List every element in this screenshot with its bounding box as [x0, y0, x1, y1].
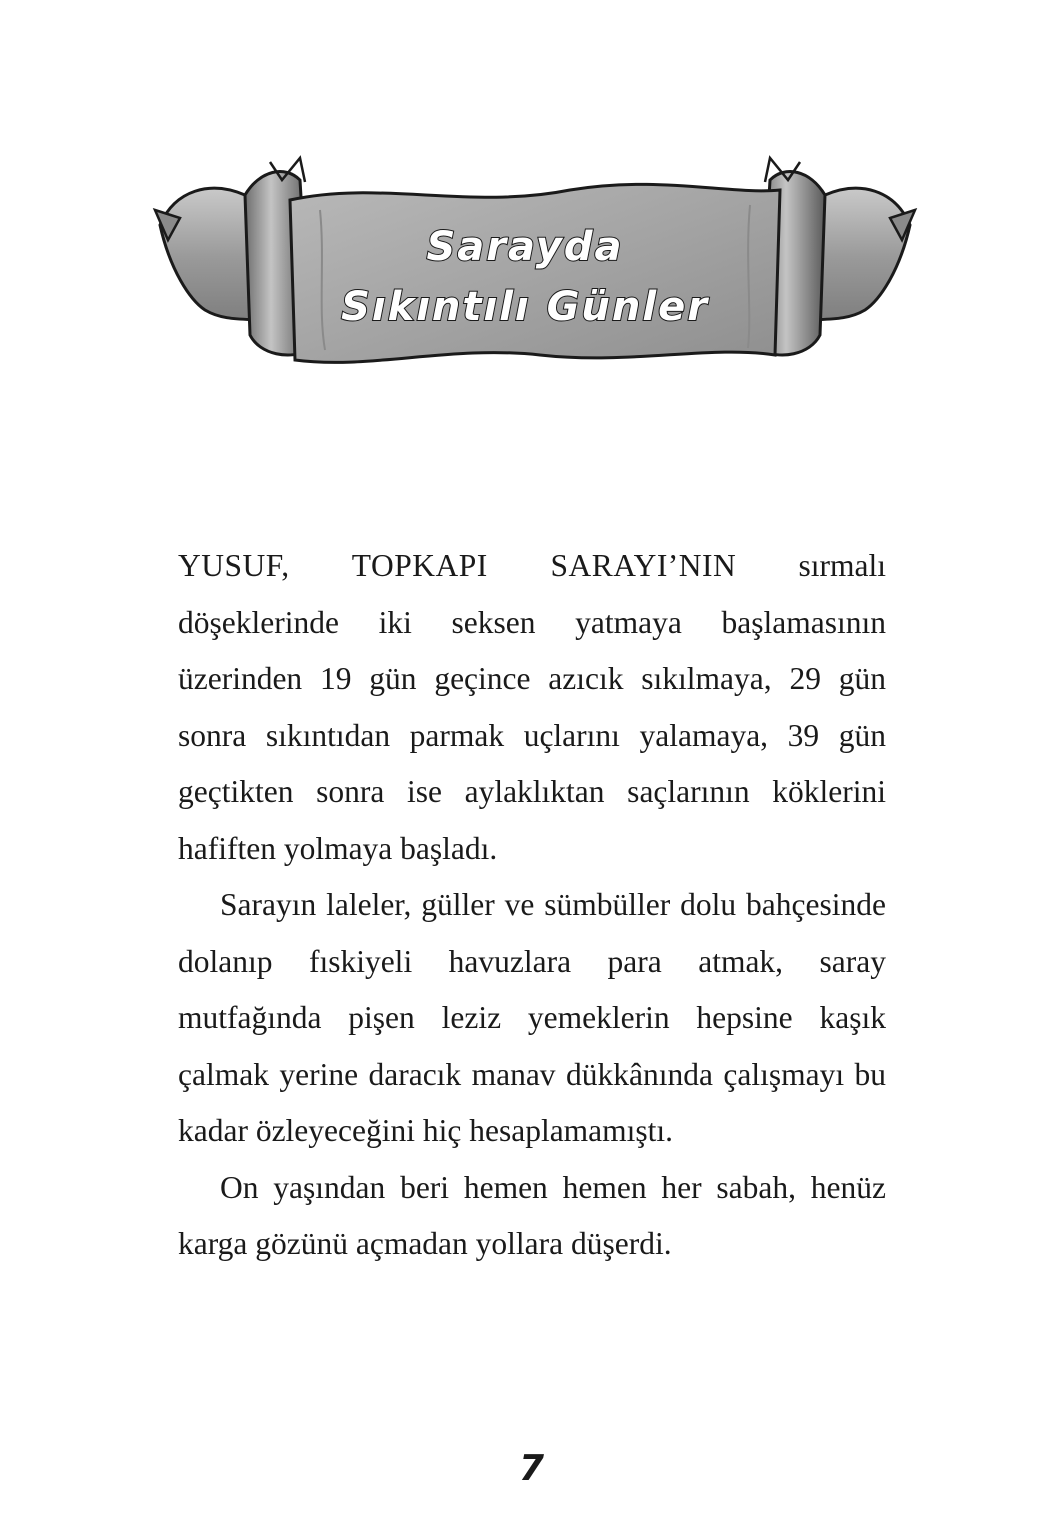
paragraph-1	[178, 538, 886, 877]
paragraph-text: sırmalı döşeklerinde iki seksen yatmaya başlamasının üzerinden 19 gün geçince azıcık sıkılmaya, 29 gün sonra sıkıntıdan parmak uçlarını yalamaya, 39 gün geçtikten sonra ise aylaklıktan saçlarının köklerini hafiften yolmaya başladı.	[178, 548, 886, 866]
paragraph-3: On yaşından beri hemen hemen her sabah, henüz karga gözünü açmadan yollara düşerdi.	[178, 1169, 886, 1261]
page-number: 7	[518, 1448, 545, 1489]
paragraph-2: Sarayın laleler, güller ve sümbüller dolu bahçesinde dolanıp fıskiyeli havuzlara para atmak, saray mutfağında pişen leziz yemeklerin hepsine kaşık çalmak yerine daracık manav dükkânında çalışmayı bu kadar özleyeceğini hiç hesaplamamıştı.	[178, 887, 886, 1148]
chapter-title	[285, 218, 765, 338]
body-text	[178, 538, 886, 1273]
chapter-title-line1: Sarayda	[426, 224, 624, 270]
chapter-title-line2: Sıkıntılı Günler	[341, 284, 709, 330]
paragraph-lead: YUSUF, TOPKAPI SARAYI’NIN	[178, 548, 737, 583]
